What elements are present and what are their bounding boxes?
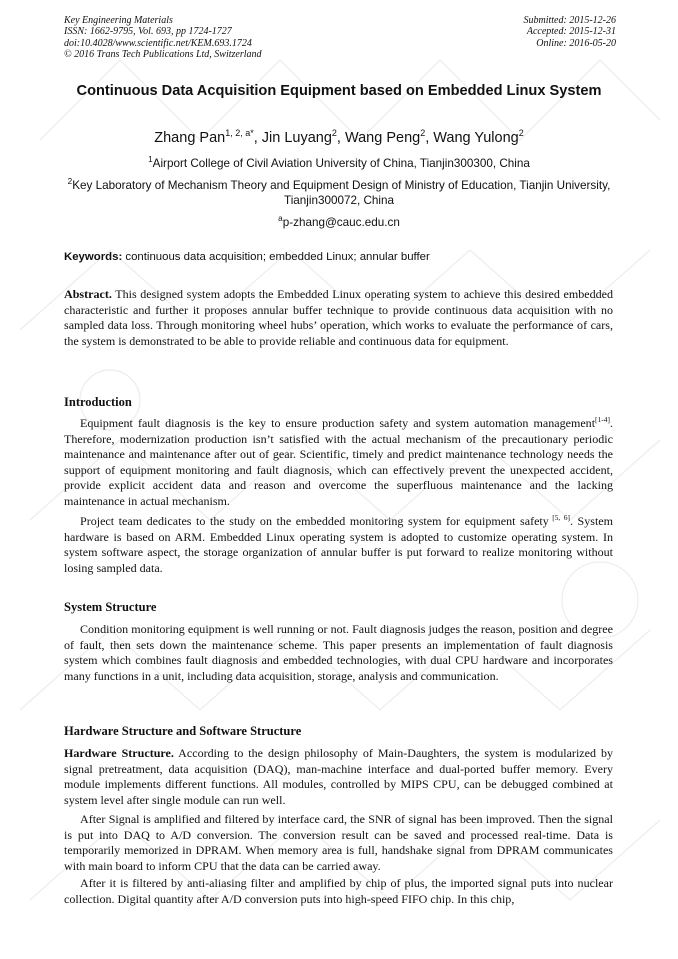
affiliation-1 — [60, 156, 618, 171]
copyright-line: © 2016 Trans Tech Publications Ltd, Switzerland — [64, 48, 262, 60]
intro-paragraph-1 — [64, 416, 613, 510]
author-name: Wang Yulong — [433, 130, 519, 146]
citation-ref: [1-4] — [595, 414, 610, 424]
issn-line: ISSN: 1662-9795, Vol. 693, pp 1724-1727 — [64, 26, 232, 38]
author-superscript: 2 — [518, 128, 524, 139]
abstract-paragraph — [64, 287, 613, 349]
online-date: Online: 2016-05-20 — [536, 37, 616, 49]
hardware-structure-label: Hardware Structure. — [64, 746, 174, 760]
paper-title: Continuous Data Acquisition Equipment based on Embedded Linux System — [76, 83, 602, 99]
author-superscript: 2 — [420, 128, 426, 139]
affiliation-marker: 1 — [148, 155, 153, 165]
affiliation-marker: 2 — [67, 177, 73, 187]
affiliation-text: Key Laboratory of Mechanism Theory and Equipment Design of Ministry of Education, Tianjin University, Tianjin300072, China — [72, 179, 611, 207]
accepted-date: Accepted: 2015-12-31 — [526, 26, 616, 38]
hardware-paragraph-2: After Signal is amplified and filtered by interface card, the SNR of signal has been improved. Then the signal is put into DAQ to A/D conversion. The conversion result can be saved and processed real-time. Data is temporarily memorized in DPRAM. When memory area is full, handshake signal from DPRAM communicates with main board to inform CPU that the data can be carried away. — [64, 812, 613, 873]
hardware-paragraph-1 — [64, 746, 613, 808]
email-text[interactable]: p-zhang@cauc.edu.cn — [282, 216, 400, 229]
email-marker: a — [278, 214, 283, 224]
author-email — [60, 215, 618, 230]
author-separator: , — [253, 130, 262, 146]
intro-p2-text: Project team dedicates to the study on the embedded monitoring system for equipment safety — [80, 514, 549, 528]
author-separator: , — [336, 130, 345, 146]
doi-line: doi:10.4028/www.scientific.net/KEM.693.1724 — [64, 37, 252, 49]
section-heading-system-structure: System Structure — [64, 600, 157, 614]
abstract-label: Abstract. — [64, 287, 112, 301]
submitted-date: Submitted: 2015-12-26 — [523, 15, 616, 26]
citation-ref: [5, 6] — [548, 512, 570, 522]
header-left — [64, 15, 262, 60]
author-name: Wang Peng — [344, 130, 421, 146]
keywords-label: Keywords: — [64, 251, 123, 263]
system-structure-paragraph: Condition monitoring equipment is well running or not. Fault diagnosis judges the reason, position and degree of fault, then sets down the maintenance scheme. This paper presents an implementation of fault diagnosis system which combines fault diagnosis and embedded technologies, with dual CPU hardware and incorporates many functions in a unit, including data acquisition, storage, analysis and communication. — [64, 622, 613, 683]
intro-p1-text-cont: . Therefore, modernization production isn’t satisfied with the actual mechanism of the precautionary periodic maintenance and maintenance after out of gear. Scientific, timely and predict maintenance technology needs the support of equipment monitoring and fault diagnosis, which can effectively prevent the unexpected accident, provide explicit accident data and reason and overcome the superfluous maintenance and the lacking maintenance in actual mechanism. — [64, 416, 613, 508]
hardware-paragraph-3: After it is filtered by anti-aliasing filter and amplified by chip of plus, the imported signal puts into nuclear collection. Digital quantity after A/D conversion puts into high-speed FIFO chip. In this chip, — [64, 876, 613, 906]
intro-p1-text: Equipment fault diagnosis is the key to ensure production safety and system automation management — [80, 416, 596, 430]
author-superscript: 2 — [331, 128, 337, 139]
author-name: Jin Luyang — [261, 130, 332, 146]
author-superscript: 1, 2, a* — [225, 128, 254, 139]
abstract-text: This designed system adopts the Embedded Linux operating system to achieve this desired embedded characteristic and further it proposes annular buffer technique to provide continuous data acquisition with no sampled data loss. Through monitoring wheel hubs’ operation, which works to evaluate the performance of cars, the system is demonstrated to be able to provide reliable and continuous data for equipment. — [64, 287, 613, 348]
author-separator: , — [425, 130, 434, 146]
author-name: Zhang Pan — [154, 130, 226, 146]
hardware-p1-text: According to the design philosophy of Main-Daughters, the system is modularized by signal pretreatment, data acquisition (DAQ), man-machine interface and dual-ported buffer memory. Every module implements different functions. All modules, controlled by MIPS CPU, can be debugged combined at system level after single module can run well. — [64, 746, 613, 807]
keywords-text: continuous data acquisition; embedded Linux; annular buffer — [122, 251, 430, 263]
journal-name: Key Engineering Materials — [64, 15, 173, 26]
affiliation-text: Airport College of Civil Aviation University of China, Tianjin300300, China — [152, 157, 530, 170]
keywords-line — [64, 251, 616, 263]
section-heading-hardware-software: Hardware Structure and Software Structure — [64, 724, 302, 738]
intro-paragraph-2 — [64, 514, 613, 576]
section-heading-introduction: Introduction — [64, 395, 132, 409]
author-list — [60, 130, 618, 146]
affiliation-2 — [60, 178, 618, 208]
intro-p2-text-cont: . System hardware is based on ARM. Embedded Linux operating system is adopted to customize operating system. In system software aspect, the storage organization of annular buffer is put forward to realize monitoring without losing sampled data. — [64, 514, 614, 575]
header-right — [524, 15, 617, 49]
